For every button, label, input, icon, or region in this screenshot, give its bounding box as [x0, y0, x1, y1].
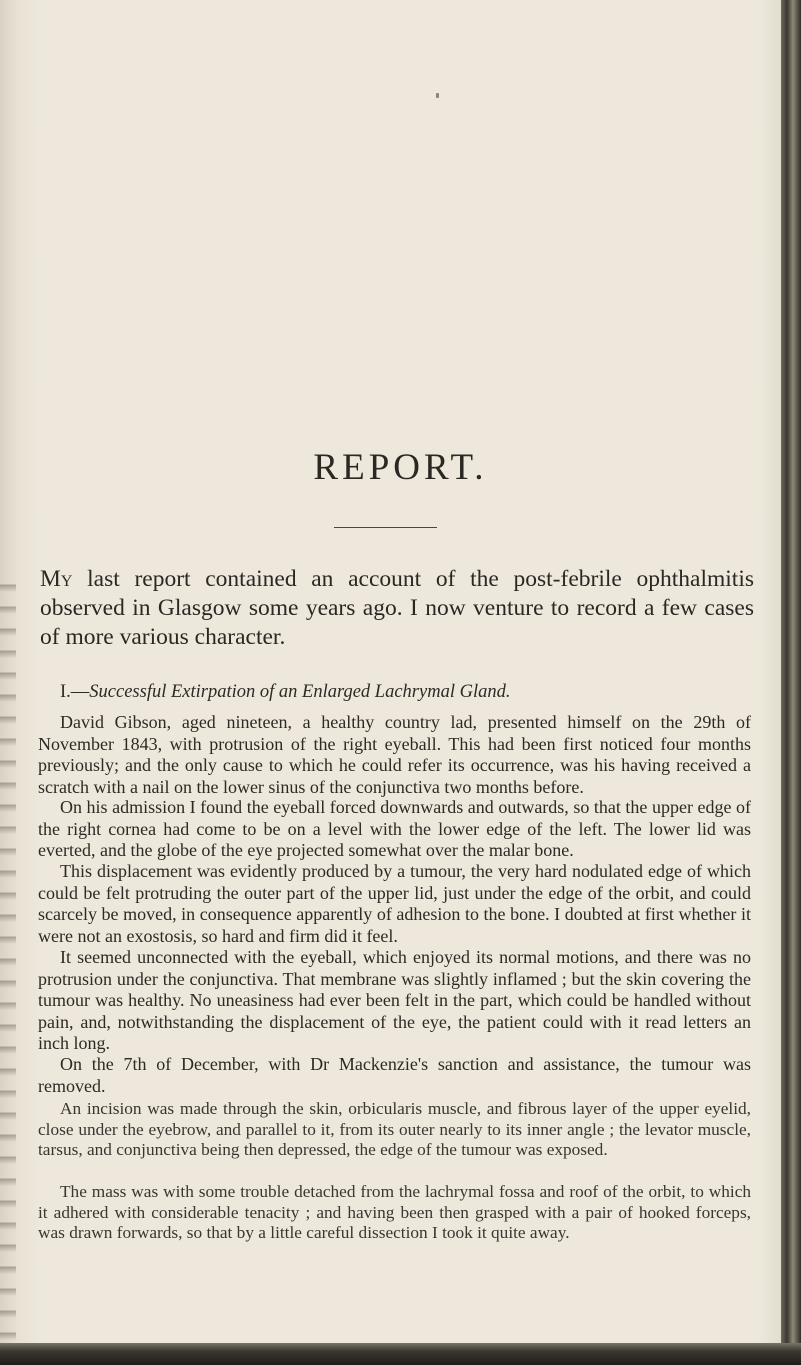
page-title: REPORT.	[313, 447, 488, 488]
section-heading-number: I.—	[60, 682, 90, 702]
paragraph-6: An incision was made through the skin, orbicularis muscle, and fibrous layer of the upper eyelid, close under the eyebrow, and parallel to it, from its outer nearly to its inner angle ; the levator muscle, tarsus, and conjunctiva being then depressed, the edge of the tumour was exposed.	[38, 1099, 751, 1160]
intro-lead: My	[40, 566, 73, 592]
book-binding	[781, 0, 801, 1365]
section-heading-title: Successful Extirpation of an Enlarged Lachrymal Gland.	[89, 682, 511, 702]
paragraph-3: This displacement was evidently produced by a tumour, the very hard nodulated edge of which could be felt protruding the outer part of the upper lid, just under the edge of the orbit, and could scarcely be moved, in consequence apparently of adhesion to the bone. I doubted at first whether it were not an exostosis, so hard and firm did it feel.	[38, 861, 751, 946]
page-edge-shadow	[0, 570, 16, 1350]
paragraph-4: It seemed unconnected with the eyeball, which enjoyed its normal motions, and there was no protrusion under the conjunctiva. That membrane was slightly inflamed ; but the skin covering the tumour was healthy. No uneasiness had ever been felt in the part, which could be handled without pain, and, notwithstanding the displacement of the eye, the patient could with it read letters an inch long.	[38, 947, 751, 1053]
intro-paragraph	[40, 565, 754, 652]
paragraph-5: On the 7th of December, with Dr Mackenzie's sanction and assistance, the tumour was removed.	[38, 1054, 751, 1096]
paragraph-7: The mass was with some trouble detached from the lachrymal fossa and roof of the orbit, to which it adhered with considerable tenacity ; and having been then grasped with a pair of hooked forceps, was drawn forwards, so that by a little careful dissection I took it quite away.	[38, 1182, 751, 1243]
ink-speck	[436, 93, 439, 98]
title-rule	[334, 527, 437, 528]
section-heading	[60, 682, 510, 703]
paragraph-2: On his admission I found the eyeball forced downwards and outwards, so that the upper edge of the right cornea had come to be on a level with the lower edge of the left. The lower lid was everted, and the globe of the eye projected somewhat over the malar bone.	[38, 797, 751, 860]
page-bottom-edge	[0, 1343, 801, 1365]
intro-text: last report contained an account of the post-febrile ophthalmitis observed in Glasgow some years ago. I now venture to record a few cases of more various character.	[40, 566, 754, 650]
paragraph-1: David Gibson, aged nineteen, a healthy country lad, presented himself on the 29th of November 1843, with protrusion of the right eyeball. This had been first noticed four months previously; and the only cause to which he could refer its occurrence, was his having received a scratch with a nail on the lower sinus of the conjunctiva two months before.	[38, 712, 751, 797]
